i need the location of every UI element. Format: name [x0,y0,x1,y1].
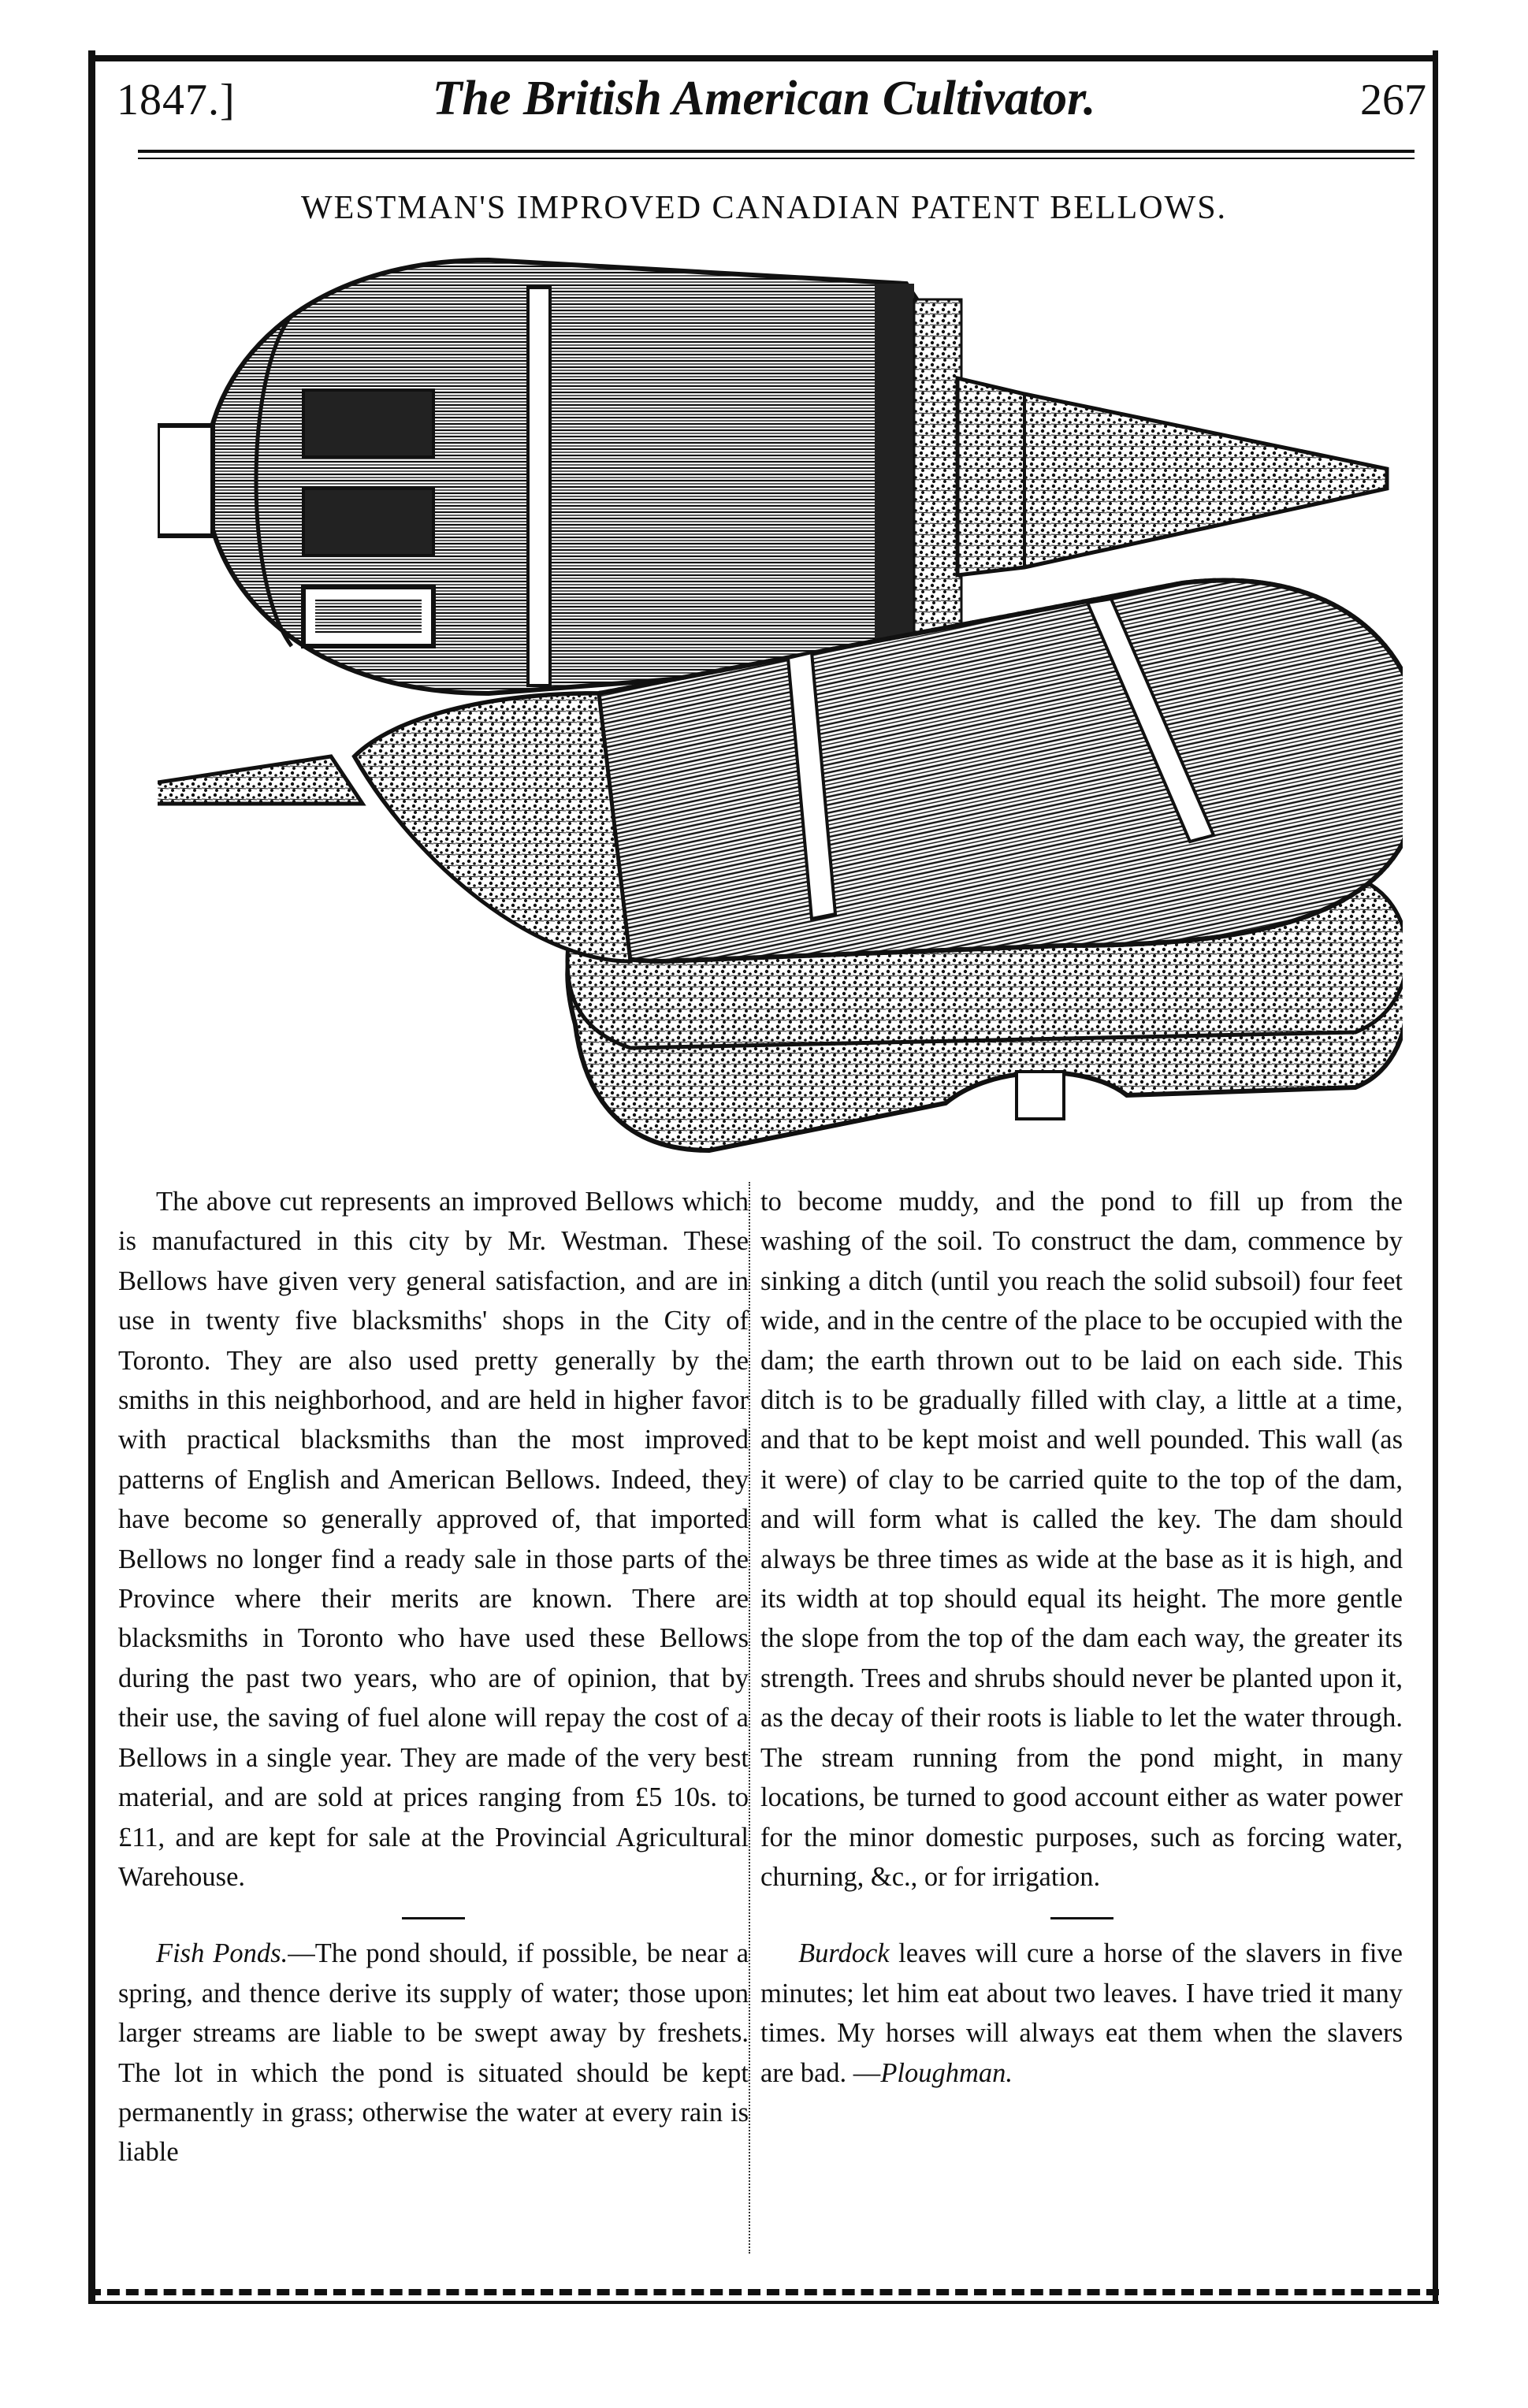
left-column [118,1182,749,2172]
burdock-paragraph [760,1934,1403,2093]
publication-title: The British American Cultivator. [432,72,1096,125]
header-rule [138,150,1415,153]
article-title: WESTMAN'S IMPROVED CANADIAN PATENT BELLOWS. [300,190,1228,226]
fish-ponds-text-left: —The pond should, if possible, be near a spring, and thence derive its supply of water; those upon larger streams are liable to be swept away by freshets. The lot in which the pond is situated should be kept permanently in grass; otherwise the water at every rain is liable [118,1938,749,2168]
burdock-text: leaves will cure a horse of the slavers in five minutes; let him eat about two leaves. I have tried it many times. My horses will always eat them when the slavers are bad. — [760,1938,1403,2088]
fish-ponds-heading: Fish Ponds. [156,1938,288,1969]
burdock-heading: Burdock [798,1938,890,1969]
header-year: 1847.] [117,76,236,124]
section-separator [402,1917,465,1919]
top-border-rule [93,55,1433,61]
bottom-border-rule [88,2289,1439,2295]
header-rule-thin [138,158,1415,159]
section-separator-2 [1050,1917,1113,1919]
bellows-illustration [158,252,1403,1166]
left-border-rule [88,50,95,2304]
burdock-signature: Ploughman. [880,2057,1013,2088]
right-column [760,1182,1403,2093]
page-number: 267 [1360,76,1426,124]
bellows-article-body: The above cut represents an improved Bellows which is manufactured in this city by Mr. Westman. These Bellows have given very general satisfaction, and are in use in twenty five blacksmiths' shops in the City of Toronto. They are also used pretty generally by the smiths in this neighborhood, and are held in higher favor with practical blacksmiths than the most improved patterns of English and American Bellows. Indeed, they have become so generally approved of, that imported Bellows no longer find a ready sale in those parts of the Province where their merits are known. There are blacksmiths in Toronto who have used these Bellows during the past two years, who are of opinion, that by their use, the saving of fuel alone will repay the cost of a Bellows in a single year. They are made of the very best material, and are sold at prices ranging from £5 10s. to £11, and are kept for sale at the Provincial Agricultural Warehouse. [118,1187,749,1892]
fish-ponds-paragraph [118,1934,749,2172]
bottom-border-rule-inner [88,2301,1439,2304]
right-border-rule [1433,50,1438,2304]
fish-ponds-text-right: to become muddy, and the pond to fill up from the washing of the soil. To construct the dam, commence by sinking a ditch (until you reach the solid subsoil) four feet wide, and in the centre of the place to be occupied with the dam; the earth thrown out to be laid on each side. This ditch is to be gradually filled with clay, a little at a time, and that to be kept moist and well pounded. This wall (as it were) of clay to be carried quite to the top of the dam, and will form what is called the key. The dam should always be three times as wide at the base as it is high, and its width at top should equal its height. The more gentle the slope from the top of the dam each way, the greater its strength. Trees and shrubs should never be planted upon it, as the decay of their roots is liable to let the water through. The stream running from the pond might, in many locations, be turned to good account either as water power for the minor domestic purposes, such as forcing water, churning, &c., or for irrigation. [760,1187,1403,1892]
column-divider [749,1182,750,2254]
